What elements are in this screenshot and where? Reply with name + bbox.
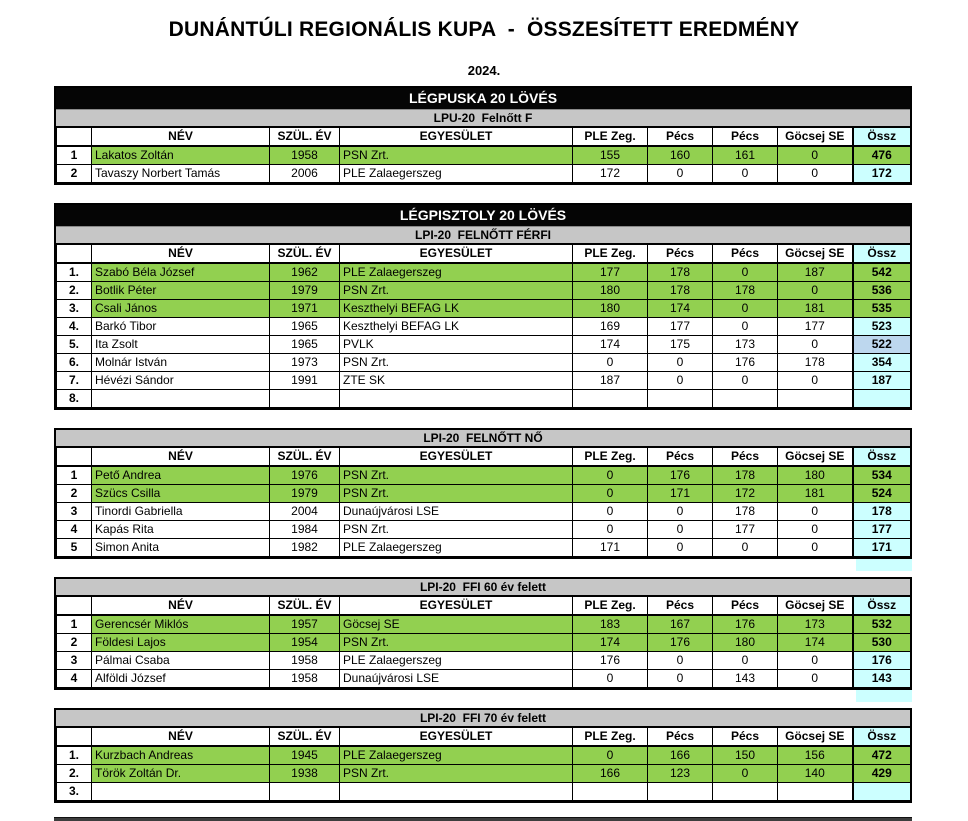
score-cell: 0 [573, 485, 648, 503]
score-cell [648, 390, 713, 408]
score-cell: 176 [713, 354, 778, 372]
score-cell: 173 [778, 615, 853, 634]
column-header: Göcsej SE [778, 245, 853, 264]
score-cell: 0 [648, 652, 713, 670]
page-title: DUNÁNTÚLI REGIONÁLIS KUPA - ÖSSZESÍTETT EREDMÉNY [168, 18, 800, 41]
score-cell: 161 [713, 146, 778, 165]
score-cell: 173 [713, 336, 778, 354]
birth-year-cell: 2004 [270, 503, 340, 521]
name-cell: Csali János [92, 300, 270, 318]
birth-year-cell [270, 783, 340, 801]
birth-year-cell: 1954 [270, 634, 340, 652]
column-header: Göcsej SE [778, 128, 853, 147]
score-cell: 0 [713, 372, 778, 390]
score-cell: 177 [778, 318, 853, 336]
score-cell: 0 [648, 539, 713, 557]
club-cell: PSN Zrt. [340, 282, 573, 300]
column-header: Össz [853, 597, 911, 616]
score-cell: 0 [713, 300, 778, 318]
score-cell: 0 [713, 539, 778, 557]
total-cell [853, 783, 911, 801]
column-header: SZÜL. ÉV [270, 245, 340, 264]
score-cell: 0 [648, 670, 713, 688]
column-header: Össz [853, 128, 911, 147]
name-cell: Molnár István [92, 354, 270, 372]
birth-year-cell: 1957 [270, 615, 340, 634]
section-1 [54, 203, 912, 410]
results-table [56, 244, 911, 408]
year-label: 2024. [467, 63, 501, 78]
club-cell: PSN Zrt. [340, 634, 573, 652]
column-header: NÉV [92, 728, 270, 747]
results-table [56, 727, 911, 801]
score-cell: 0 [778, 539, 853, 557]
score-cell [713, 783, 778, 801]
table-row [57, 372, 911, 390]
column-header: PLE Zeg. [573, 597, 648, 616]
column-header: Göcsej SE [778, 448, 853, 467]
rank-cell: 2 [57, 485, 92, 503]
score-cell: 176 [648, 466, 713, 485]
score-cell: 0 [713, 765, 778, 783]
table-row [57, 336, 911, 354]
column-header: Pécs [713, 597, 778, 616]
score-cell: 177 [648, 318, 713, 336]
total-cell: 178 [853, 503, 911, 521]
table-row [57, 300, 911, 318]
score-cell: 0 [648, 521, 713, 539]
rank-cell: 2 [57, 165, 92, 183]
rank-cell: 5 [57, 539, 92, 557]
score-cell: 174 [573, 634, 648, 652]
score-cell: 174 [648, 300, 713, 318]
birth-year-cell: 1958 [270, 670, 340, 688]
table-row [57, 282, 911, 300]
column-header: EGYESÜLET [340, 128, 573, 147]
birth-year-cell: 1962 [270, 263, 340, 282]
score-cell: 178 [648, 263, 713, 282]
rank-cell: 7. [57, 372, 92, 390]
score-cell: 183 [573, 615, 648, 634]
club-cell: Dunaújvárosi LSE [340, 503, 573, 521]
column-header: NÉV [92, 128, 270, 147]
column-header: NÉV [92, 245, 270, 264]
score-cell: 0 [713, 263, 778, 282]
column-header: EGYESÜLET [340, 597, 573, 616]
rank-cell: 1 [57, 615, 92, 634]
column-header: Pécs [648, 128, 713, 147]
rank-cell: 2. [57, 282, 92, 300]
rank-cell: 4 [57, 670, 92, 688]
club-cell: PLE Zalaegerszeg [340, 263, 573, 282]
club-cell [340, 783, 573, 801]
column-header: Pécs [648, 728, 713, 747]
table-row [57, 503, 911, 521]
birth-year-cell: 1971 [270, 300, 340, 318]
category-label: LPI-20 FFI 70 év felett [56, 710, 910, 727]
rank-column-header [57, 245, 92, 264]
score-cell: 0 [573, 503, 648, 521]
score-cell: 156 [778, 746, 853, 765]
name-cell: Földesi Lajos [92, 634, 270, 652]
name-cell: Tinordi Gabriella [92, 503, 270, 521]
name-cell: Simon Anita [92, 539, 270, 557]
column-header: NÉV [92, 597, 270, 616]
club-cell: PSN Zrt. [340, 765, 573, 783]
score-cell: 0 [713, 652, 778, 670]
birth-year-cell: 2006 [270, 165, 340, 183]
name-cell: Török Zoltán Dr. [92, 765, 270, 783]
birth-year-cell: 1938 [270, 765, 340, 783]
total-cell: 523 [853, 318, 911, 336]
score-cell: 176 [573, 652, 648, 670]
name-cell [92, 783, 270, 801]
total-cell: 143 [853, 670, 911, 688]
name-cell: Alföldi József [92, 670, 270, 688]
score-cell: 178 [648, 282, 713, 300]
score-cell: 180 [713, 634, 778, 652]
column-header: Össz [853, 448, 911, 467]
rank-column-header [57, 728, 92, 747]
club-cell: Keszthelyi BEFAG LK [340, 300, 573, 318]
score-cell: 187 [778, 263, 853, 282]
table-row [57, 652, 911, 670]
table-row [57, 634, 911, 652]
total-cell: 532 [853, 615, 911, 634]
rank-cell: 6. [57, 354, 92, 372]
rank-cell: 3. [57, 300, 92, 318]
results-table [56, 447, 911, 557]
score-cell: 0 [778, 670, 853, 688]
score-cell: 172 [573, 165, 648, 183]
club-cell: PSN Zrt. [340, 354, 573, 372]
score-cell: 155 [573, 146, 648, 165]
name-cell: Szücs Csilla [92, 485, 270, 503]
score-cell: 171 [648, 485, 713, 503]
table-row [57, 521, 911, 539]
table-row [57, 165, 911, 183]
score-cell: 0 [778, 165, 853, 183]
total-cell: 176 [853, 652, 911, 670]
score-cell: 176 [713, 615, 778, 634]
section-4 [54, 708, 912, 803]
column-header: Göcsej SE [778, 728, 853, 747]
score-cell: 171 [573, 539, 648, 557]
name-cell: Botlik Péter [92, 282, 270, 300]
column-header: Pécs [713, 728, 778, 747]
column-header: PLE Zeg. [573, 448, 648, 467]
column-header: Pécs [713, 245, 778, 264]
column-header: EGYESÜLET [340, 728, 573, 747]
table-row [57, 146, 911, 165]
table-row [57, 746, 911, 765]
score-cell: 0 [573, 354, 648, 372]
total-cell: 534 [853, 466, 911, 485]
name-cell: Tavaszy Norbert Tamás [92, 165, 270, 183]
column-header: Pécs [648, 448, 713, 467]
rank-cell: 2 [57, 634, 92, 652]
birth-year-cell: 1958 [270, 146, 340, 165]
name-cell: Ita Zsolt [92, 336, 270, 354]
column-header: Pécs [648, 597, 713, 616]
column-header: Össz [853, 728, 911, 747]
club-cell: PLE Zalaegerszeg [340, 539, 573, 557]
birth-year-cell: 1976 [270, 466, 340, 485]
rank-column-header [57, 597, 92, 616]
birth-year-cell: 1979 [270, 485, 340, 503]
score-cell: 181 [778, 300, 853, 318]
rank-cell: 1 [57, 466, 92, 485]
score-cell: 167 [648, 615, 713, 634]
score-cell: 0 [713, 165, 778, 183]
table-row [57, 318, 911, 336]
category-label: LPU-20 Felnőtt F [56, 110, 910, 127]
club-cell: PLE Zalaegerszeg [340, 165, 573, 183]
score-cell: 0 [573, 466, 648, 485]
score-cell: 187 [573, 372, 648, 390]
table-row [57, 670, 911, 688]
rank-cell: 2. [57, 765, 92, 783]
column-header: Pécs [713, 128, 778, 147]
table-row [57, 390, 911, 408]
name-cell: Pető Andrea [92, 466, 270, 485]
name-cell: Kurzbach Andreas [92, 746, 270, 765]
score-cell: 180 [573, 282, 648, 300]
birth-year-cell: 1958 [270, 652, 340, 670]
score-cell: 166 [648, 746, 713, 765]
score-cell: 175 [648, 336, 713, 354]
rank-cell: 1. [57, 263, 92, 282]
total-cell: 522 [853, 336, 911, 354]
total-cell: 536 [853, 282, 911, 300]
table-row [57, 783, 911, 801]
total-cell: 187 [853, 372, 911, 390]
club-cell: Göcsej SE [340, 615, 573, 634]
ossz-column-strip [856, 559, 912, 571]
score-cell: 0 [778, 146, 853, 165]
score-cell: 0 [648, 354, 713, 372]
score-cell: 143 [713, 670, 778, 688]
section-gap [54, 410, 912, 428]
name-cell [92, 390, 270, 408]
total-cell: 429 [853, 765, 911, 783]
name-cell: Szabó Béla József [92, 263, 270, 282]
rank-cell: 5. [57, 336, 92, 354]
club-cell [340, 390, 573, 408]
section-2 [54, 428, 912, 559]
category-label: LPI-20 FELNŐTT NŐ [56, 430, 910, 447]
birth-year-cell: 1965 [270, 318, 340, 336]
total-cell: 476 [853, 146, 911, 165]
birth-year-cell: 1979 [270, 282, 340, 300]
table-row [57, 354, 911, 372]
score-cell: 174 [573, 336, 648, 354]
results-table [56, 127, 911, 183]
table-row [57, 615, 911, 634]
results-table [56, 596, 911, 688]
column-header: SZÜL. ÉV [270, 728, 340, 747]
rank-cell: 4. [57, 318, 92, 336]
column-header: PLE Zeg. [573, 728, 648, 747]
total-cell: 542 [853, 263, 911, 282]
birth-year-cell [270, 390, 340, 408]
total-cell [853, 390, 911, 408]
section-gap [54, 185, 912, 203]
score-cell [778, 390, 853, 408]
rank-cell: 4 [57, 521, 92, 539]
score-cell: 174 [778, 634, 853, 652]
score-cell: 181 [778, 485, 853, 503]
total-cell: 354 [853, 354, 911, 372]
birth-year-cell: 1965 [270, 336, 340, 354]
column-header: SZÜL. ÉV [270, 448, 340, 467]
score-cell: 166 [573, 765, 648, 783]
category-label: LPI-20 FELNŐTT FÉRFI [56, 227, 910, 244]
score-cell [778, 783, 853, 801]
total-cell: 530 [853, 634, 911, 652]
tables-container [54, 86, 912, 803]
column-header: PLE Zeg. [573, 245, 648, 264]
score-cell: 180 [778, 466, 853, 485]
column-header: PLE Zeg. [573, 128, 648, 147]
table-row [57, 765, 911, 783]
score-cell: 0 [648, 503, 713, 521]
score-cell: 0 [648, 372, 713, 390]
birth-year-cell: 1973 [270, 354, 340, 372]
score-cell: 177 [573, 263, 648, 282]
score-cell: 178 [778, 354, 853, 372]
column-header: Göcsej SE [778, 597, 853, 616]
score-cell: 172 [713, 485, 778, 503]
score-cell: 0 [648, 165, 713, 183]
club-cell: PSN Zrt. [340, 485, 573, 503]
column-header: SZÜL. ÉV [270, 128, 340, 147]
score-cell: 180 [573, 300, 648, 318]
birth-year-cell: 1991 [270, 372, 340, 390]
header-row [57, 245, 911, 264]
score-cell: 169 [573, 318, 648, 336]
section-banner: LÉGPUSKA 20 LÖVÉS [56, 88, 910, 110]
score-cell: 0 [573, 746, 648, 765]
birth-year-cell: 1982 [270, 539, 340, 557]
score-cell: 0 [778, 503, 853, 521]
score-cell [573, 783, 648, 801]
club-cell: Dunaújvárosi LSE [340, 670, 573, 688]
score-cell [713, 390, 778, 408]
rank-cell: 8. [57, 390, 92, 408]
total-cell: 171 [853, 539, 911, 557]
score-cell: 177 [713, 521, 778, 539]
section-banner: LÉGPISZTOLY 20 LÖVÉS [56, 205, 910, 227]
rank-column-header [57, 128, 92, 147]
score-cell: 0 [713, 318, 778, 336]
bottom-divider [54, 817, 912, 821]
name-cell: Lakatos Zoltán [92, 146, 270, 165]
score-cell: 0 [778, 372, 853, 390]
total-cell: 172 [853, 165, 911, 183]
header-row [57, 728, 911, 747]
column-header: Pécs [713, 448, 778, 467]
column-header: EGYESÜLET [340, 245, 573, 264]
rank-cell: 1. [57, 746, 92, 765]
header-row [57, 128, 911, 147]
score-cell: 160 [648, 146, 713, 165]
club-cell: PVLK [340, 336, 573, 354]
score-cell [648, 783, 713, 801]
score-cell: 0 [778, 521, 853, 539]
name-cell: Pálmai Csaba [92, 652, 270, 670]
score-cell [573, 390, 648, 408]
score-cell: 140 [778, 765, 853, 783]
score-cell: 123 [648, 765, 713, 783]
ossz-column-strip [856, 690, 912, 702]
total-cell: 524 [853, 485, 911, 503]
column-header: Össz [853, 245, 911, 264]
total-cell: 472 [853, 746, 911, 765]
section-3 [54, 577, 912, 690]
birth-year-cell: 1984 [270, 521, 340, 539]
table-row [57, 485, 911, 503]
club-cell: PLE Zalaegerszeg [340, 652, 573, 670]
table-row [57, 539, 911, 557]
rank-cell: 1 [57, 146, 92, 165]
header-row [57, 597, 911, 616]
section-gap [54, 690, 912, 708]
score-cell: 176 [648, 634, 713, 652]
name-cell: Gerencsér Miklós [92, 615, 270, 634]
club-cell: Keszthelyi BEFAG LK [340, 318, 573, 336]
column-header: Pécs [648, 245, 713, 264]
score-cell: 0 [778, 652, 853, 670]
birth-year-cell: 1945 [270, 746, 340, 765]
score-cell: 178 [713, 466, 778, 485]
column-header: NÉV [92, 448, 270, 467]
column-header: SZÜL. ÉV [270, 597, 340, 616]
score-cell: 178 [713, 282, 778, 300]
score-cell: 0 [778, 282, 853, 300]
header-row [57, 448, 911, 467]
score-cell: 0 [573, 521, 648, 539]
club-cell: PSN Zrt. [340, 521, 573, 539]
score-cell: 150 [713, 746, 778, 765]
rank-cell: 3 [57, 652, 92, 670]
club-cell: PSN Zrt. [340, 466, 573, 485]
section-0 [54, 86, 912, 185]
rank-column-header [57, 448, 92, 467]
rank-cell: 3 [57, 503, 92, 521]
name-cell: Kapás Rita [92, 521, 270, 539]
section-gap [54, 559, 912, 577]
club-cell: PSN Zrt. [340, 146, 573, 165]
score-cell: 178 [713, 503, 778, 521]
club-cell: PLE Zalaegerszeg [340, 746, 573, 765]
name-cell: Hévézi Sándor [92, 372, 270, 390]
column-header: EGYESÜLET [340, 448, 573, 467]
table-row [57, 466, 911, 485]
club-cell: ZTE SK [340, 372, 573, 390]
table-row [57, 263, 911, 282]
total-cell: 177 [853, 521, 911, 539]
rank-cell: 3. [57, 783, 92, 801]
category-label: LPI-20 FFI 60 év felett [56, 579, 910, 596]
total-cell: 535 [853, 300, 911, 318]
score-cell: 0 [778, 336, 853, 354]
name-cell: Barkó Tibor [92, 318, 270, 336]
score-cell: 0 [573, 670, 648, 688]
